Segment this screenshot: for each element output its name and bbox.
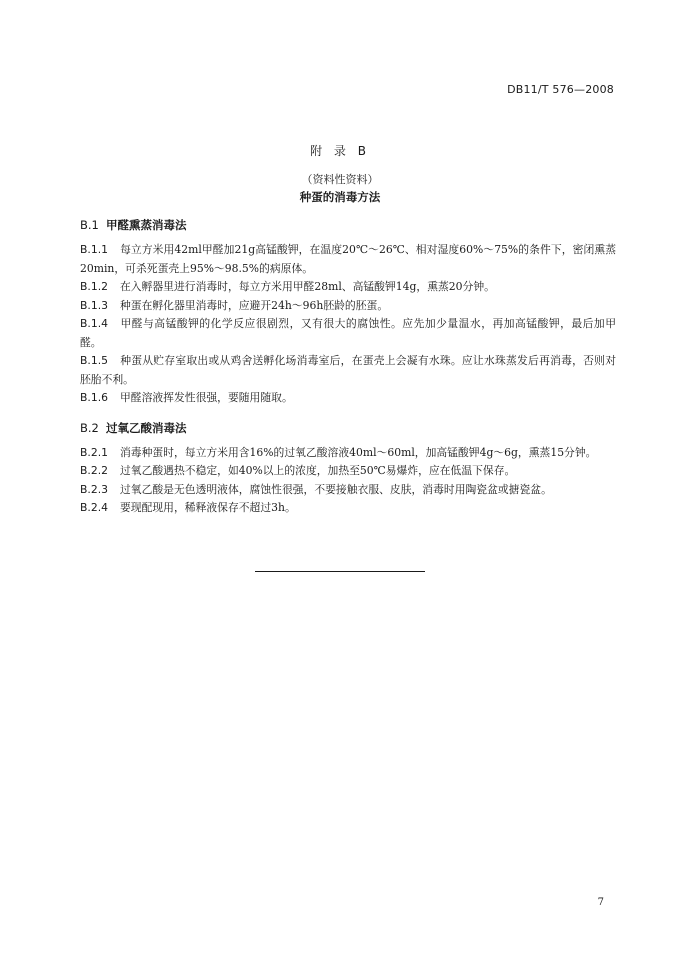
clause [80, 297, 616, 316]
clause-number: B.2.4 [80, 501, 109, 514]
clause-number: B.1.2 [80, 280, 109, 293]
appendix-body [80, 215, 616, 518]
clause-text: 过氧乙酸遇热不稳定，如40%以上的浓度，加热至50℃易爆炸，应在低温下保存。 [120, 464, 516, 477]
clause [80, 241, 616, 278]
clause-number: B.2.2 [80, 464, 109, 477]
appendix-title: 附 录 B [310, 144, 370, 158]
clause-number: B.1.6 [80, 391, 109, 404]
clause-text: 甲醛溶液挥发性很强，要随用随取。 [120, 391, 293, 404]
appendix-note: （资料性资料） [301, 173, 379, 186]
clause-text: 种蛋从贮存室取出或从鸡舍送孵化场消毒室后，在蛋壳上会凝有水珠。应让水珠蒸发后再消毒，否则对胚胎不利。 [80, 354, 616, 386]
clause-text: 种蛋在孵化器里消毒时，应避开24h～96h胚龄的胚蛋。 [120, 298, 389, 312]
section-title: 过氧乙酸消毒法 [106, 420, 187, 435]
section-title: 甲醛熏蒸消毒法 [106, 218, 187, 232]
clause [80, 462, 616, 481]
clause-number: B.2.3 [80, 482, 109, 496]
section-heading [80, 215, 616, 235]
section-b2 [80, 418, 616, 518]
section-heading [80, 418, 616, 438]
clause [80, 352, 616, 389]
clause [80, 481, 616, 500]
section-b1 [80, 215, 616, 408]
clause-text: 过氧乙酸是无色透明液体，腐蚀性很强，不要接触衣服、皮肤，消毒时用陶瓷盆或搪瓷盆。 [120, 482, 552, 496]
clause [80, 444, 616, 463]
clause-text: 消毒种蛋时，每立方米用含16%的过氧乙酸溶液40ml～60ml，加高锰酸钾4g～6g，熏蒸15分钟。 [120, 445, 597, 459]
section-number: B.1 [80, 218, 99, 232]
standard-code: DB11/T 576—2008 [507, 83, 614, 96]
clause-number: B.1.3 [80, 298, 109, 312]
clause [80, 389, 616, 408]
clause-text: 甲醛与高锰酸钾的化学反应很剧烈，又有很大的腐蚀性。应先加少量温水，再加高锰酸钾，最后加甲醛。 [80, 317, 616, 349]
clause-text: 每立方米用42ml甲醛加21g高锰酸钾，在温度20℃～26℃、相对湿度60%～75%的条件下，密闭熏蒸20min，可杀死蛋壳上95%～98.5%的病原体。 [80, 243, 616, 275]
page-number: 7 [597, 897, 604, 908]
clause-number: B.1.1 [80, 243, 109, 256]
clause-number: B.1.4 [80, 317, 109, 330]
clause-number: B.2.1 [80, 445, 109, 459]
clause-text: 要现配现用，稀释液保存不超过3h。 [120, 501, 296, 514]
section-number: B.2 [80, 420, 99, 435]
end-of-document-rule [255, 571, 425, 572]
clause-text: 在入孵器里进行消毒时，每立方米用甲醛28ml、高锰酸钾14g，熏蒸20分钟。 [120, 280, 495, 293]
appendix-subtitle: 种蛋的消毒方法 [299, 190, 381, 204]
clause [80, 499, 616, 518]
clause-number: B.1.5 [80, 354, 109, 367]
clause [80, 315, 616, 352]
clause [80, 278, 616, 297]
